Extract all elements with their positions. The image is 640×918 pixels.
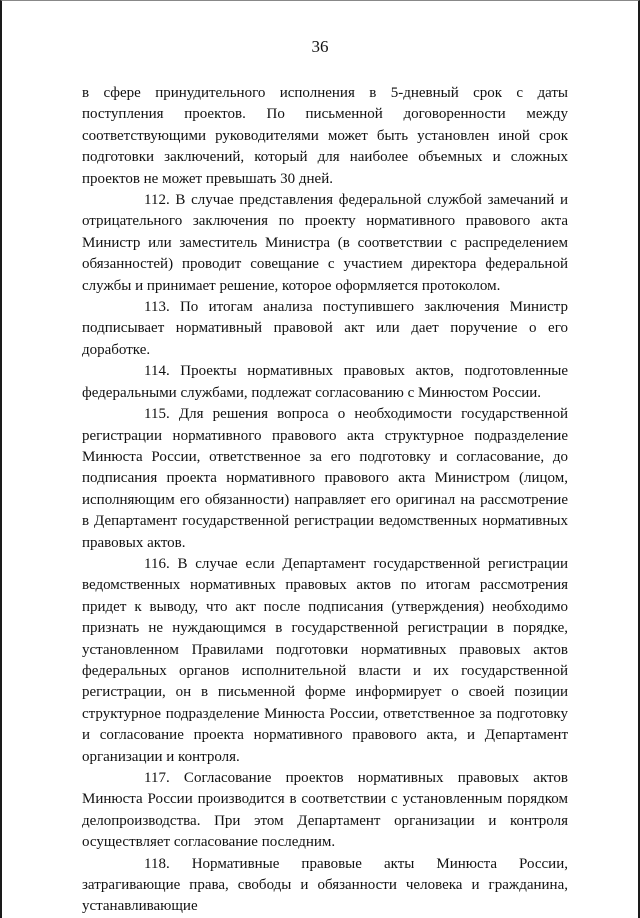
page-number: 36 [311,37,329,56]
paragraph-112: 112. В случае представления федеральной службой замечаний и отрицательного заключения по проекту нормативного правового акта Министр или заместитель Министра (в соответствии с распределением обязанностей) проводит совещание с участием директора федеральной службы и принимает решение, которое оформляется протоколом. [82,192,568,294]
document-body [82,83,568,918]
paragraph-114: 114. Проекты нормативных правовых актов, подготовленные федеральными службами, подлежат согласованию с Минюстом России. [82,363,568,401]
paragraph-113: 113. По итогам анализа поступившего заключения Министр подписывает нормативный правовой акт или дает поручение о его доработке. [82,299,568,358]
paragraph-115: 115. Для решения вопроса о необходимости государственной регистрации нормативного правового акта структурное подразделение Минюста России, ответственное за его подготовку и согласование, до подписания проекта нормативного правового акта Министром (лицом, исполняющим его обязанности) направляет его оригинал на рассмотрение в Департамент государственной регистрации ведомственных нормативных правовых актов. [82,406,568,551]
paragraph-117: 117. Согласование проектов нормативных правовых актов Минюста России производится в соответствии с установленным порядком делопроизводства. При этом Департамент организации и контроля осуществляет согласование последним. [82,770,568,851]
paragraph-116: 116. В случае если Департамент государственной регистрации ведомственных нормативных правовых актов по итогам рассмотрения придет к выводу, что акт после подписания (утверждения) необходимо признать не нуждающимся в государственной регистрации в порядке, установленном Правилами подготовки нормативных правовых актов федеральных органов исполнительной власти и их государственной регистрации, он в письменной форме информирует о своей позиции структурное подразделение Минюста России, ответственное за подготовку и согласование проекта нормативного правового акта, и Департамент организации и контроля. [82,555,568,765]
paragraph-continuation: в сфере принудительного исполнения в 5-дневный срок с даты поступления проектов. По письменной договоренности между соответствующими руководителями может быть установлен иной срок подготовки заключений, который для наиболее объемных и сложных проектов не может превышать 30 дней. [82,85,568,187]
paragraph-118: 118. Нормативные правовые акты Минюста России, затрагивающие права, свободы и обязанности человека и гражданина, устанавливающие [82,855,568,915]
